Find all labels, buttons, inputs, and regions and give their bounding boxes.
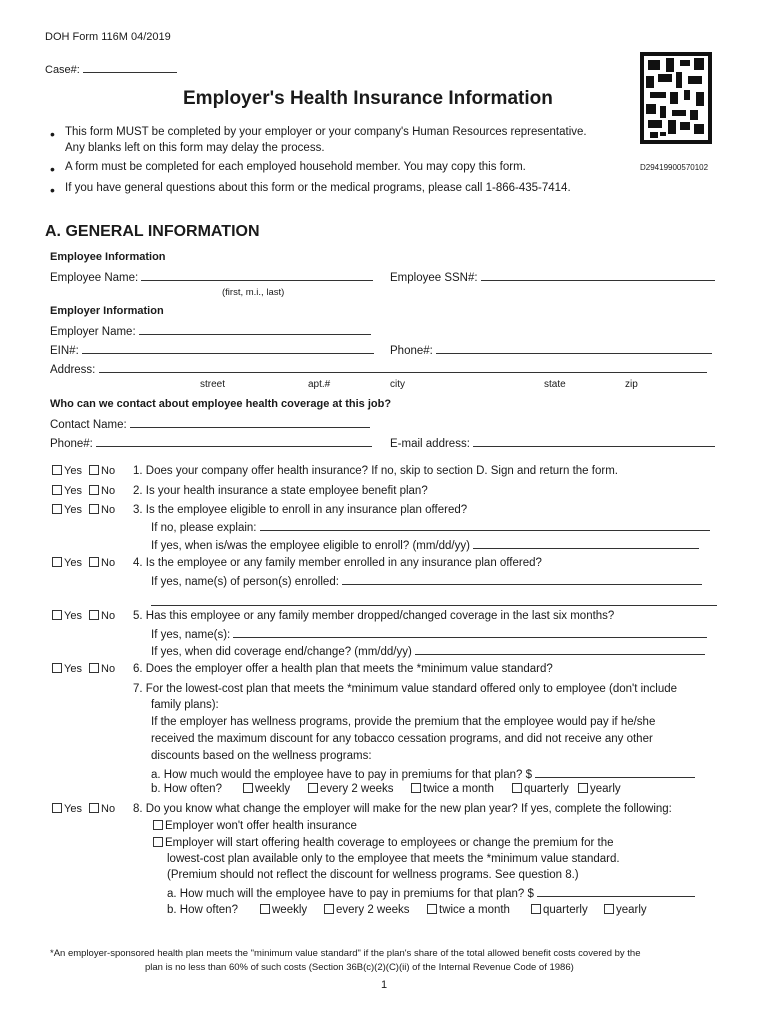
contact-heading: Who can we contact about employee health coverage at this job?: [50, 398, 392, 410]
q8-every-2-weeks-checkbox[interactable]: every 2 weeks: [324, 904, 410, 916]
q5-no-checkbox[interactable]: No: [89, 610, 115, 622]
question-1: 1. Does your company offer health insurance? If no, skip to section D. Sign and return the form.: [133, 465, 618, 477]
q3-yes-checkbox[interactable]: Yes: [52, 504, 82, 516]
employee-info-heading: Employee Information: [50, 251, 166, 263]
employer-name-label: Employer Name:: [50, 326, 136, 338]
employer-phone-field[interactable]: [390, 343, 712, 357]
q3-no-checkbox[interactable]: No: [89, 504, 115, 516]
q1-yes-checkbox[interactable]: Yes: [52, 465, 82, 477]
question-7-text: If the employer has wellness programs, provide the premium that the employee would pay if he/she: [151, 716, 656, 728]
employer-phone-label: Phone#:: [390, 345, 433, 357]
question-8: 8. Do you know what change the employer will make for the new plan year? If yes, complete the following:: [133, 803, 672, 815]
q4-yes-checkbox[interactable]: Yes: [52, 557, 82, 569]
q4-names-line2[interactable]: [151, 593, 717, 611]
q8-option-text: lowest-cost plan available only to the employee that meets the *minimum value standard.: [167, 853, 620, 865]
employee-ssn-input[interactable]: [481, 270, 715, 281]
employee-name-input[interactable]: [141, 270, 373, 281]
q4-names-input[interactable]: [342, 574, 702, 585]
q5-date-input[interactable]: [415, 644, 705, 655]
form-id: DOH Form 116M 04/2019: [45, 31, 171, 43]
employer-phone-input[interactable]: [436, 343, 712, 354]
question-2: 2. Is your health insurance a state employee benefit plan?: [133, 485, 428, 497]
addr-city-hint: city: [390, 379, 405, 390]
employee-name-label: Employee Name:: [50, 272, 139, 284]
q2-no-checkbox[interactable]: No: [89, 485, 115, 497]
question-6: 6. Does the employer offer a health plan that meets the *minimum value standard?: [133, 663, 553, 675]
q5-names-label: If yes, name(s):: [151, 629, 231, 641]
footnote-line-2: plan is no less than 60% of such costs (Section 36B(c)(2)(C)(ii) of the Internal Revenue Code of 1986): [145, 962, 574, 973]
address-label: Address:: [50, 364, 96, 376]
q3-date-field[interactable]: [151, 538, 699, 552]
contact-email-field[interactable]: [390, 436, 715, 450]
q7-premium-field[interactable]: [151, 767, 695, 781]
bullet-1: This form MUST be completed by your employer or your company's Human Resources representative.: [65, 126, 587, 138]
q7-yearly-checkbox[interactable]: yearly: [578, 783, 621, 795]
q5-names-field[interactable]: [151, 627, 707, 641]
page-title: Employer's Health Insurance Information: [183, 88, 553, 109]
case-input-line[interactable]: [83, 62, 177, 73]
ein-label: EIN#:: [50, 345, 79, 357]
q8-option-note: (Premium should not reflect the discount for wellness programs. See question 8.): [167, 869, 579, 881]
question-7-text: discounts based on the wellness programs:: [151, 750, 372, 762]
bullet-1-cont: Any blanks left on this form may delay the process.: [65, 142, 325, 154]
q5-date-field[interactable]: [151, 644, 705, 658]
contact-phone-input[interactable]: [96, 436, 372, 447]
q8-no-checkbox[interactable]: No: [89, 803, 115, 815]
bullet-dot: •: [50, 161, 55, 177]
q3-explain-input[interactable]: [260, 520, 710, 531]
q8-weekly-checkbox[interactable]: weekly: [260, 904, 307, 916]
q8-yes-checkbox[interactable]: Yes: [52, 803, 82, 815]
q4-names-label: If yes, name(s) of person(s) enrolled:: [151, 576, 339, 588]
employer-name-field[interactable]: [50, 324, 371, 338]
q2-yes-checkbox[interactable]: Yes: [52, 485, 82, 497]
page-number: 1: [381, 979, 388, 991]
name-hint: (first, m.i., last): [222, 287, 285, 298]
addr-zip-hint: zip: [625, 379, 638, 390]
employee-ssn-field[interactable]: [390, 270, 715, 284]
q5-names-input[interactable]: [233, 627, 707, 638]
question-5: 5. Has this employee or any family member dropped/changed coverage in the last six months?: [133, 610, 615, 622]
employee-name-field[interactable]: [50, 270, 373, 284]
question-7-cont: family plans):: [151, 699, 219, 711]
contact-email-input[interactable]: [473, 436, 715, 447]
q8-premium-input[interactable]: [537, 886, 695, 897]
q8-premium-field[interactable]: [167, 886, 695, 900]
contact-phone-label: Phone#:: [50, 438, 93, 450]
q5-date-label: If yes, when did coverage end/change? (mm/dd/yy): [151, 646, 412, 658]
q3-date-input[interactable]: [473, 538, 699, 549]
q7-twice-month-checkbox[interactable]: twice a month: [411, 783, 494, 795]
bullet-dot: •: [50, 126, 55, 142]
q8-twice-month-checkbox[interactable]: twice a month: [427, 904, 510, 916]
q7-premium-label: a. How much would the employee have to pay in premiums for that plan? $: [151, 769, 532, 781]
q3-date-label: If yes, when is/was the employee eligible to enroll? (mm/dd/yy): [151, 540, 470, 552]
q6-no-checkbox[interactable]: No: [89, 663, 115, 675]
footnote-line-1: *An employer-sponsored health plan meets the "minimum value standard" if the plan's share of the total allowed benefit costs covered by the: [50, 948, 641, 959]
employee-ssn-label: Employee SSN#:: [390, 272, 478, 284]
question-3: 3. Is the employee eligible to enroll in any insurance plan offered?: [133, 504, 468, 516]
ein-field[interactable]: [50, 343, 374, 357]
question-7-text: received the maximum discount for any tobacco cessation programs, and did not receive any other: [151, 733, 653, 745]
contact-email-label: E-mail address:: [390, 438, 470, 450]
q7-premium-input[interactable]: [535, 767, 695, 778]
addr-apt-hint: apt.#: [308, 379, 331, 390]
q8-quarterly-checkbox[interactable]: quarterly: [531, 904, 588, 916]
contact-phone-field[interactable]: [50, 436, 372, 450]
case-number-field[interactable]: [45, 62, 177, 76]
employer-name-input[interactable]: [139, 324, 371, 335]
q7-quarterly-checkbox[interactable]: quarterly: [512, 783, 569, 795]
addr-state-hint: state: [544, 379, 566, 390]
question-4: 4. Is the employee or any family member enrolled in any insurance plan offered?: [133, 557, 542, 569]
q1-no-checkbox[interactable]: No: [89, 465, 115, 477]
address-field[interactable]: [50, 362, 707, 376]
contact-name-field[interactable]: [50, 417, 370, 431]
q8-frequency-label: b. How often?: [167, 904, 238, 916]
ein-input[interactable]: [82, 343, 374, 354]
bullet-3: If you have general questions about this form or the medical programs, please call 1-866-435-7414.: [65, 182, 571, 194]
q7-every-2-weeks-checkbox[interactable]: every 2 weeks: [308, 783, 394, 795]
bullet-dot: •: [50, 182, 55, 198]
q5-yes-checkbox[interactable]: Yes: [52, 610, 82, 622]
employer-info-heading: Employer Information: [50, 305, 164, 317]
q4-no-checkbox[interactable]: No: [89, 557, 115, 569]
q3-explain-field[interactable]: [151, 520, 710, 534]
address-input[interactable]: [99, 362, 707, 373]
question-7: 7. For the lowest-cost plan that meets the *minimum value standard offered only to employee (don't include: [133, 683, 678, 695]
contact-name-label: Contact Name:: [50, 419, 127, 431]
q4-names-field[interactable]: [151, 574, 702, 588]
contact-name-input[interactable]: [130, 417, 370, 428]
q8-yearly-checkbox[interactable]: yearly: [604, 904, 647, 916]
barcode-image: [640, 52, 712, 144]
q7-frequency-label: b. How often?: [151, 783, 222, 795]
q8-premium-label: a. How much will the employee have to pay in premiums for that plan? $: [167, 888, 534, 900]
q3-explain-label: If no, please explain:: [151, 522, 257, 534]
q8-no-insurance-checkbox[interactable]: Employer won't offer health insurance: [153, 820, 357, 832]
case-label: Case#:: [45, 64, 80, 76]
bullet-2: A form must be completed for each employed household member. You may copy this form.: [65, 161, 526, 173]
addr-street-hint: street: [200, 379, 226, 390]
q7-weekly-checkbox[interactable]: weekly: [243, 783, 290, 795]
section-a-heading: A. GENERAL INFORMATION: [45, 223, 260, 240]
q6-yes-checkbox[interactable]: Yes: [52, 663, 82, 675]
q8-start-offering-checkbox[interactable]: Employer will start offering health coverage to employees or change the premium for the: [153, 837, 614, 849]
barcode-text: D29419900570102: [640, 163, 709, 172]
